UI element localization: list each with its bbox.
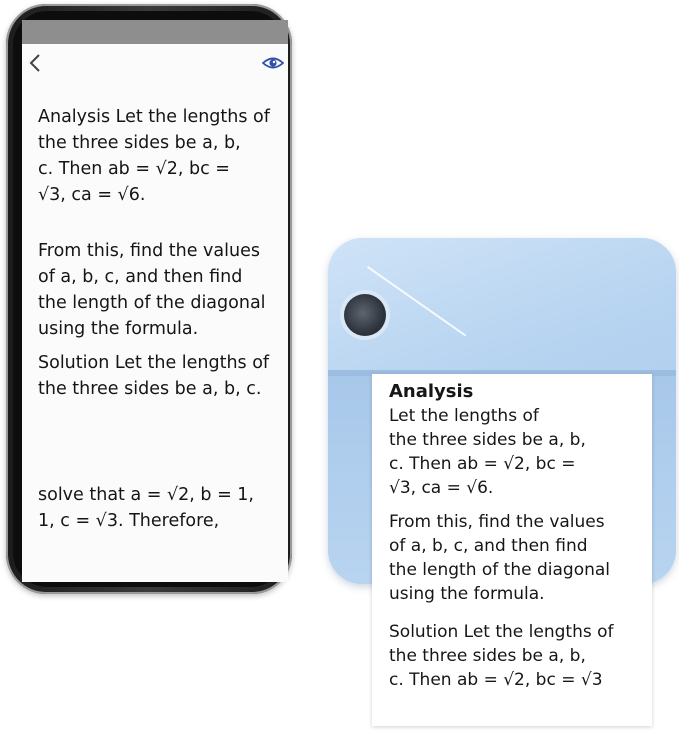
text-line: Solution Let the lengths of <box>389 622 614 642</box>
text-line: the three sides be a, b, c. <box>38 379 262 399</box>
text-line: of a, b, c, and then find <box>38 267 243 287</box>
text-line: the three sides be a, b, <box>38 133 241 153</box>
eye-icon[interactable] <box>262 54 286 74</box>
text-line: solve that a = √2, b = 1, <box>38 485 254 505</box>
phone-screen <box>22 20 288 582</box>
chevron-left-icon[interactable] <box>28 52 48 76</box>
power-button-icon[interactable] <box>344 294 386 336</box>
text-line: the three sides be a, b, <box>389 646 586 666</box>
text-line: c. Then ab = √2, bc = <box>38 159 230 179</box>
text-line: From this, find the values <box>389 512 605 532</box>
text-line: √3, ca = √6. <box>389 478 494 498</box>
text-line: Analysis Let the lengths of <box>38 107 270 127</box>
paper-title: Analysis <box>389 381 474 402</box>
text-line: of a, b, c, and then find <box>389 536 588 556</box>
text-line: Solution Let the lengths of <box>38 353 270 373</box>
printed-paper <box>372 374 652 726</box>
phone-analysis-paragraph <box>38 104 278 208</box>
phone-method-paragraph <box>38 238 278 342</box>
text-line: the three sides be a, b, <box>389 430 586 450</box>
text-line: using the formula. <box>389 584 545 604</box>
text-line: c. Then ab = √2, bc = √3 <box>389 670 603 690</box>
phone-solution-paragraph <box>38 350 278 402</box>
text-line: c. Then ab = √2, bc = <box>389 454 576 474</box>
paper-analysis-paragraph <box>389 404 644 500</box>
phone-result-paragraph <box>38 482 278 534</box>
status-bar <box>22 20 288 44</box>
text-line: 1, c = √3. Therefore, <box>38 511 220 531</box>
text-line: the length of the diagonal <box>389 560 611 580</box>
paper-method-paragraph <box>389 510 644 606</box>
text-line: Let the lengths of <box>389 406 539 426</box>
text-line: √3, ca = √6. <box>38 185 146 205</box>
text-line: using the formula. <box>38 319 199 339</box>
text-line: From this, find the values <box>38 241 260 261</box>
smartphone <box>6 4 292 594</box>
text-line: the length of the diagonal <box>38 293 266 313</box>
paper-solution-paragraph <box>389 620 644 692</box>
